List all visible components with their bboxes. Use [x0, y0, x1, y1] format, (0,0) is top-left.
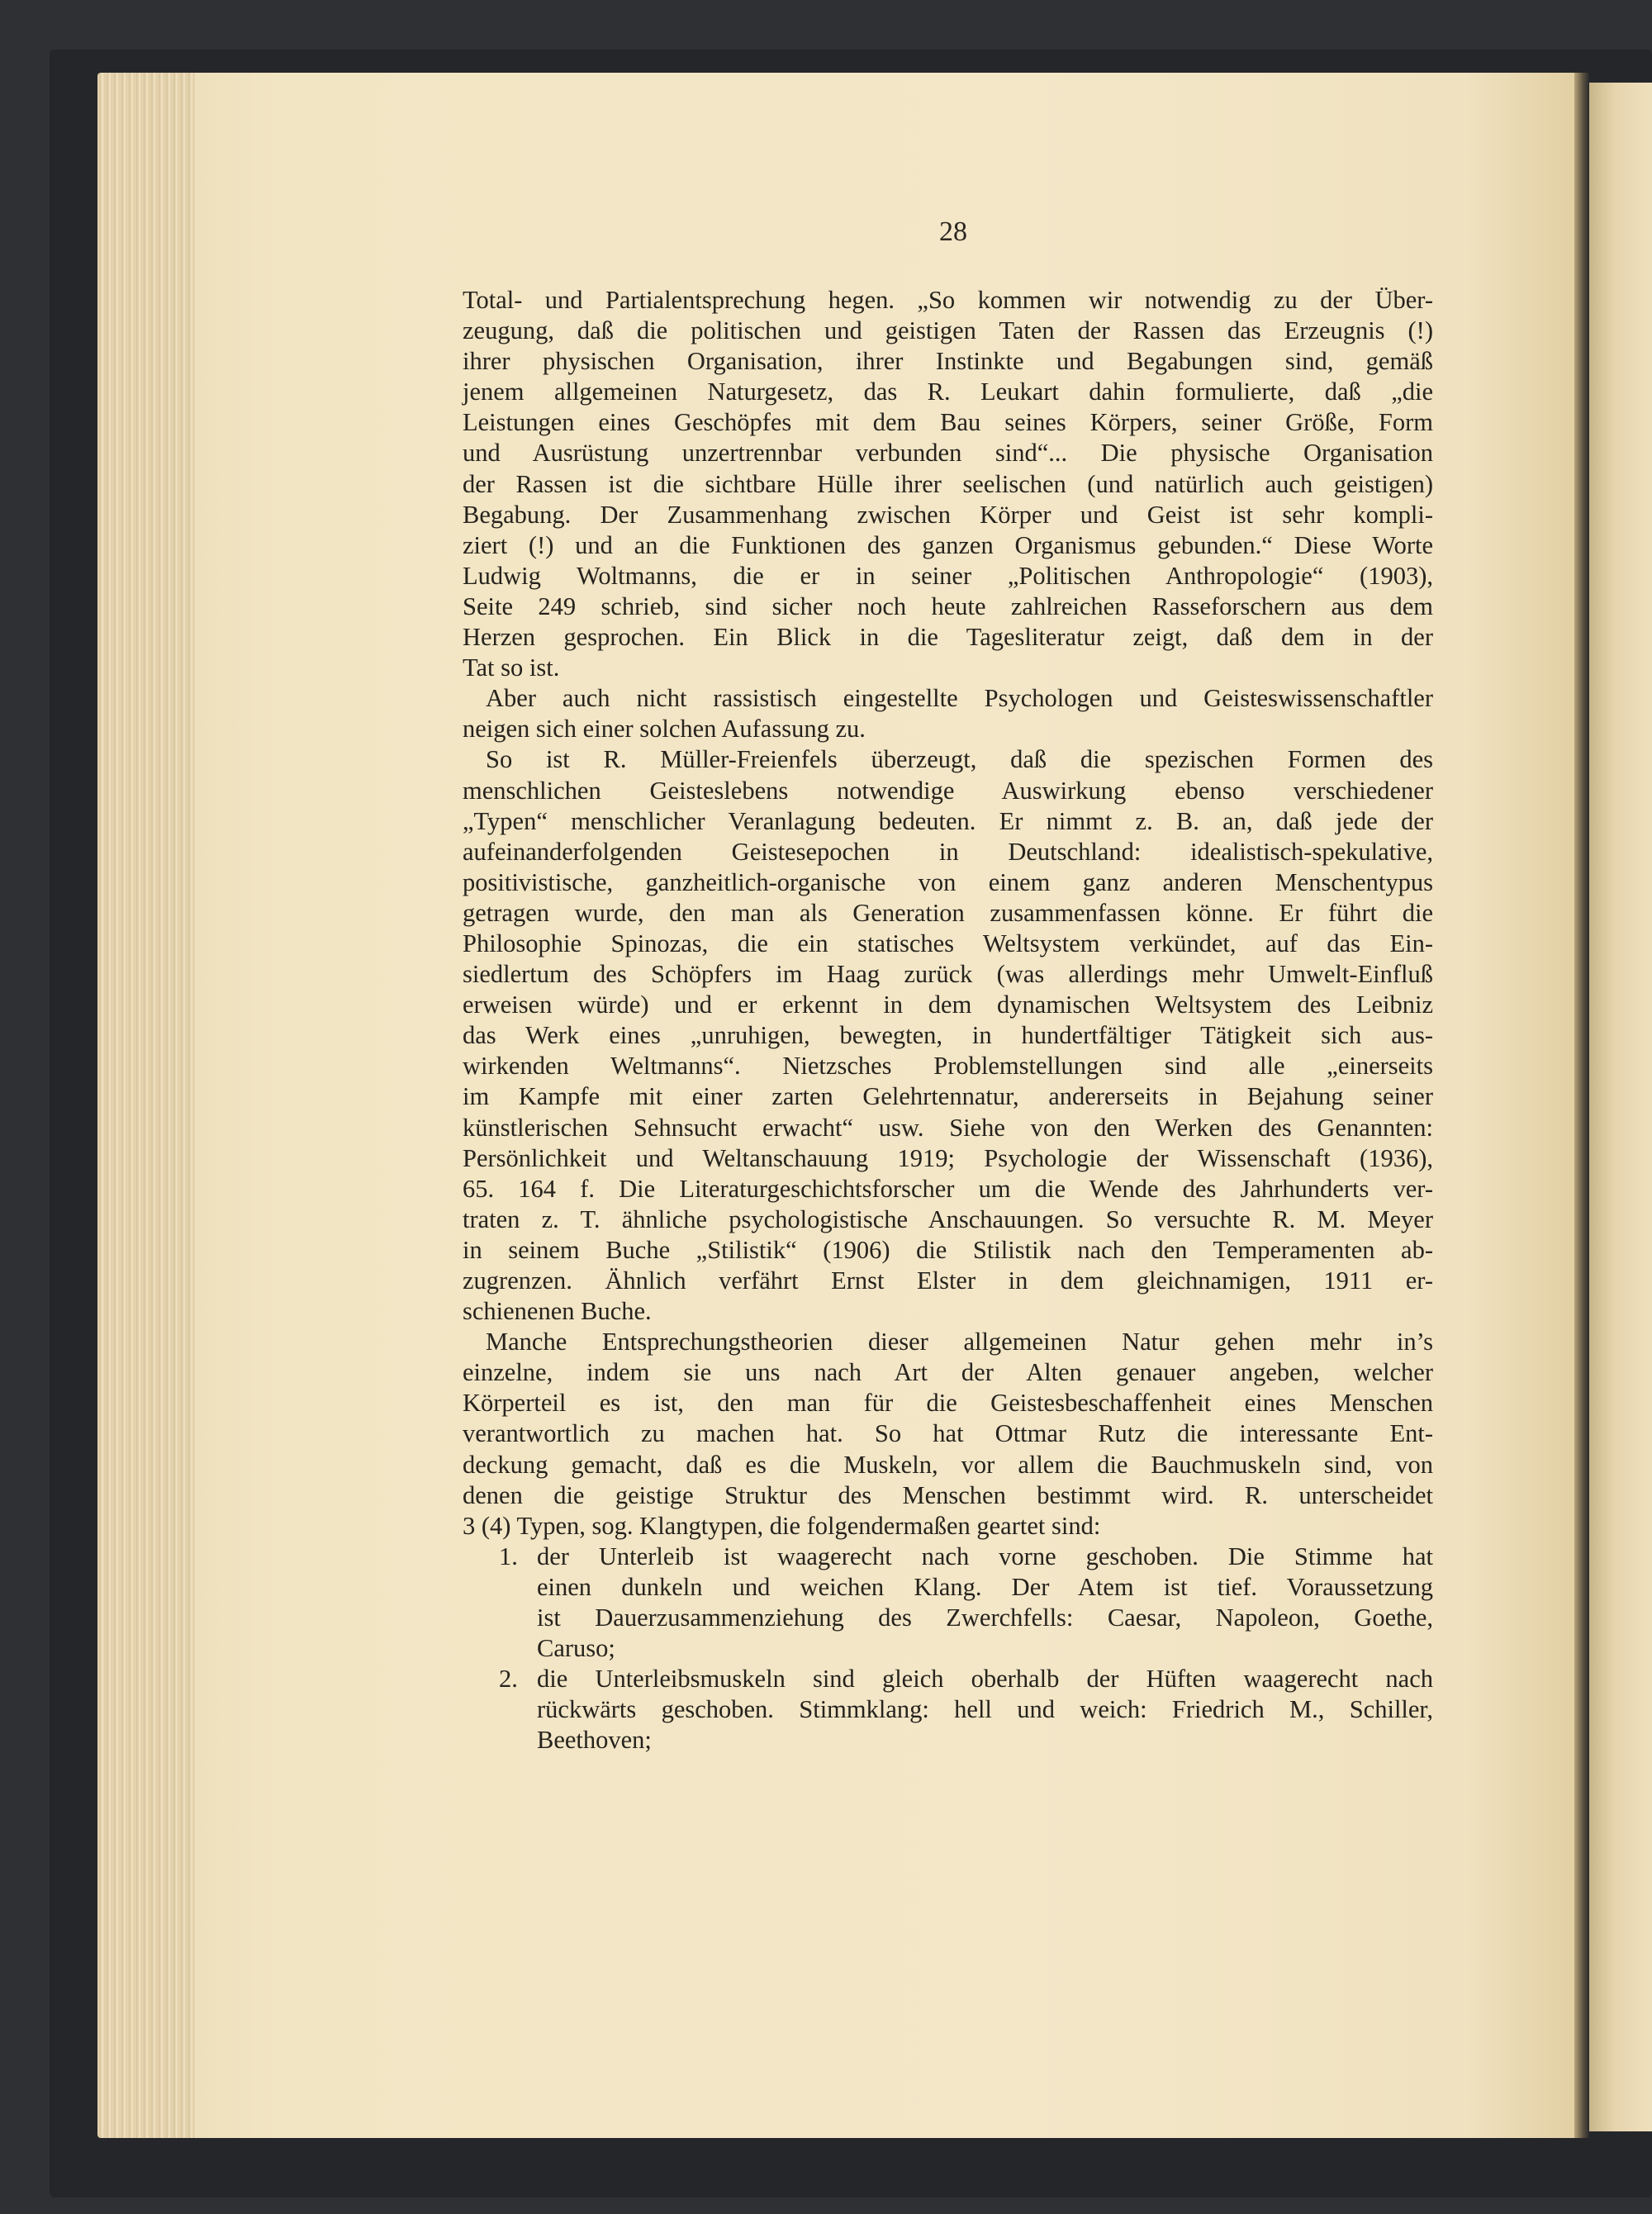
text-line: positivistische, ganzheitlich-organische von einem ganz anderen Menschentypus: [463, 867, 1433, 896]
text-line: traten z. T. ähnliche psychologistische Anschauungen. So versuchte R. M. Meyer: [463, 1204, 1433, 1233]
text-line: Persönlichkeit und Weltanschauung 1919; Psychologie der Wissenschaft (1936),: [463, 1143, 1433, 1172]
paragraph: [463, 1327, 1433, 1542]
text-line: ist Dauerzusammenziehung des Zwerchfells: Caesar, Napoleon, Goethe,: [537, 1603, 1433, 1632]
text-line: ziert (!) und an die Funktionen des ganzen Organismus gebunden.“ Diese Worte: [463, 530, 1433, 559]
list-item: [499, 1542, 1433, 1664]
text-line: die Unterleibsmuskeln sind gleich oberhalb der Hüften waagerecht nach: [537, 1665, 1433, 1694]
paragraph: [463, 744, 1433, 1327]
text-line: Seite 249 schrieb, sind sicher noch heute zahlreichen Rasseforschern aus dem: [463, 592, 1433, 620]
text-line: einzelne, indem sie uns nach Art der Alten genauer angeben, welcher: [463, 1358, 1433, 1387]
page-number: 28: [939, 216, 967, 247]
text-line: „Typen“ menschlicher Veranlagung bedeuten. Er nimmt z. B. an, daß jede der: [463, 806, 1433, 835]
text-line: aufeinanderfolgenden Geistesepochen in Deutschland: idealistisch-spekulative,: [463, 837, 1433, 866]
text-line: ihrer physischen Organisation, ihrer Instinkte und Begabungen sind, gemäß: [463, 347, 1433, 376]
text-line: rückwärts geschoben. Stimmklang: hell und weich: Friedrich M., Schiller,: [537, 1695, 1433, 1724]
text-line: das Werk eines „unruhigen, bewegten, in hundertfältiger Tätigkeit sich aus-: [463, 1021, 1433, 1050]
text-line: neigen sich einer solchen Aufassung zu.: [463, 715, 866, 744]
text-line: Ludwig Woltmanns, die er in seiner „Politischen Anthropologie“ (1903),: [463, 561, 1433, 590]
list-number: 1.: [499, 1542, 518, 1570]
text-line: Körperteil es ist, den man für die Geistesbeschaffenheit eines Menschen: [463, 1389, 1433, 1418]
text-line: zeugung, daß die politischen und geistigen Taten der Rassen das Erzeugnis (!): [463, 316, 1433, 345]
text-line: Aber auch nicht rassistisch eingestellte Psychologen und Geisteswissenschaftler: [486, 684, 1433, 713]
text-line: künstlerischen Sehnsucht erwacht“ usw. Siehe von den Werken des Genannten:: [463, 1113, 1433, 1142]
text-line: der Rassen ist die sichtbare Hülle ihrer seelischen (und natürlich auch geistigen): [463, 469, 1433, 498]
paragraph: [463, 285, 1433, 683]
text-line: der Unterleib ist waagerecht nach vorne geschoben. Die Stimme hat: [537, 1542, 1433, 1570]
text-line: 65. 164 f. Die Literaturgeschichtsforscher um die Wende des Jahrhunderts ver-: [463, 1174, 1433, 1203]
text-line: und Ausrüstung unzertrennbar verbunden sind“... Die physische Organisation: [463, 439, 1433, 468]
text-line: schienenen Buche.: [463, 1297, 652, 1326]
list-item: [499, 1664, 1433, 1756]
text-line: im Kampfe mit einer zarten Gelehrtennatur, andererseits in Bejahung seiner: [463, 1082, 1433, 1111]
book-spine: [1574, 73, 1589, 2138]
list-number: 2.: [499, 1665, 518, 1694]
text-line: Philosophie Spinozas, die ein statisches Weltsystem verkündet, auf das Ein-: [463, 929, 1433, 957]
paragraph: [463, 683, 1433, 744]
text-line: in seinem Buche „Stilistik“ (1906) die Stilistik nach den Temperamenten ab-: [463, 1235, 1433, 1264]
text-line: wirkenden Weltmanns“. Nietzsches Problemstellungen sind alle „einerseits: [463, 1052, 1433, 1081]
text-line: Caruso;: [537, 1634, 615, 1663]
text-line: So ist R. Müller-Freienfels überzeugt, daß die spezischen Formen des: [486, 745, 1433, 774]
text-line: getragen wurde, den man als Generation zusammenfassen könne. Er führt die: [463, 898, 1433, 927]
text-line: denen die geistige Struktur des Menschen bestimmt wird. R. unterscheidet: [463, 1480, 1433, 1509]
text-line: Tat so ist.: [463, 653, 560, 682]
text-line: Herzen gesprochen. Ein Blick in die Tagesliteratur zeigt, daß dem in der: [463, 623, 1433, 652]
text-line: jenem allgemeinen Naturgesetz, das R. Leukart dahin formulierte, daß „die: [463, 378, 1433, 406]
text-line: Total- und Partialentsprechung hegen. „So kommen wir notwendig zu der Über-: [463, 286, 1433, 314]
text-line: siedlertum des Schöpfers im Haag zurück (was allerdings mehr Umwelt-Einfluß: [463, 960, 1433, 989]
text-line: einen dunkeln und weichen Klang. Der Atem ist tief. Voraussetzung: [537, 1572, 1433, 1601]
body-text: [463, 285, 1433, 1756]
text-line: Leistungen eines Geschöpfes mit dem Bau seines Körpers, seiner Größe, Form: [463, 408, 1433, 437]
text-line: Manche Entsprechungstheorien dieser allgemeinen Natur gehen mehr in’s: [486, 1328, 1433, 1356]
text-line: 3 (4) Typen, sog. Klangtypen, die folgendermaßen geartet sind:: [463, 1511, 1101, 1540]
text-line: deckung gemacht, daß es die Muskeln, vor allem die Bauchmuskeln sind, von: [463, 1450, 1433, 1479]
text-line: Beethoven;: [537, 1726, 652, 1755]
text-line: zugrenzen. Ähnlich verfährt Ernst Elster in dem gleichnamigen, 1911 er-: [463, 1266, 1433, 1295]
text-line: menschlichen Geisteslebens notwendige Auswirkung ebenso verschiedener: [463, 776, 1433, 805]
text-line: verantwortlich zu machen hat. So hat Ottmar Rutz die interessante Ent-: [463, 1419, 1433, 1448]
text-line: Begabung. Der Zusammenhang zwischen Körper und Geist ist sehr kompli-: [463, 500, 1433, 529]
text-line: erweisen würde) und er erkennt in dem dynamischen Weltsystem des Leibniz: [463, 991, 1433, 1019]
facing-page-edge: [1589, 83, 1652, 2131]
